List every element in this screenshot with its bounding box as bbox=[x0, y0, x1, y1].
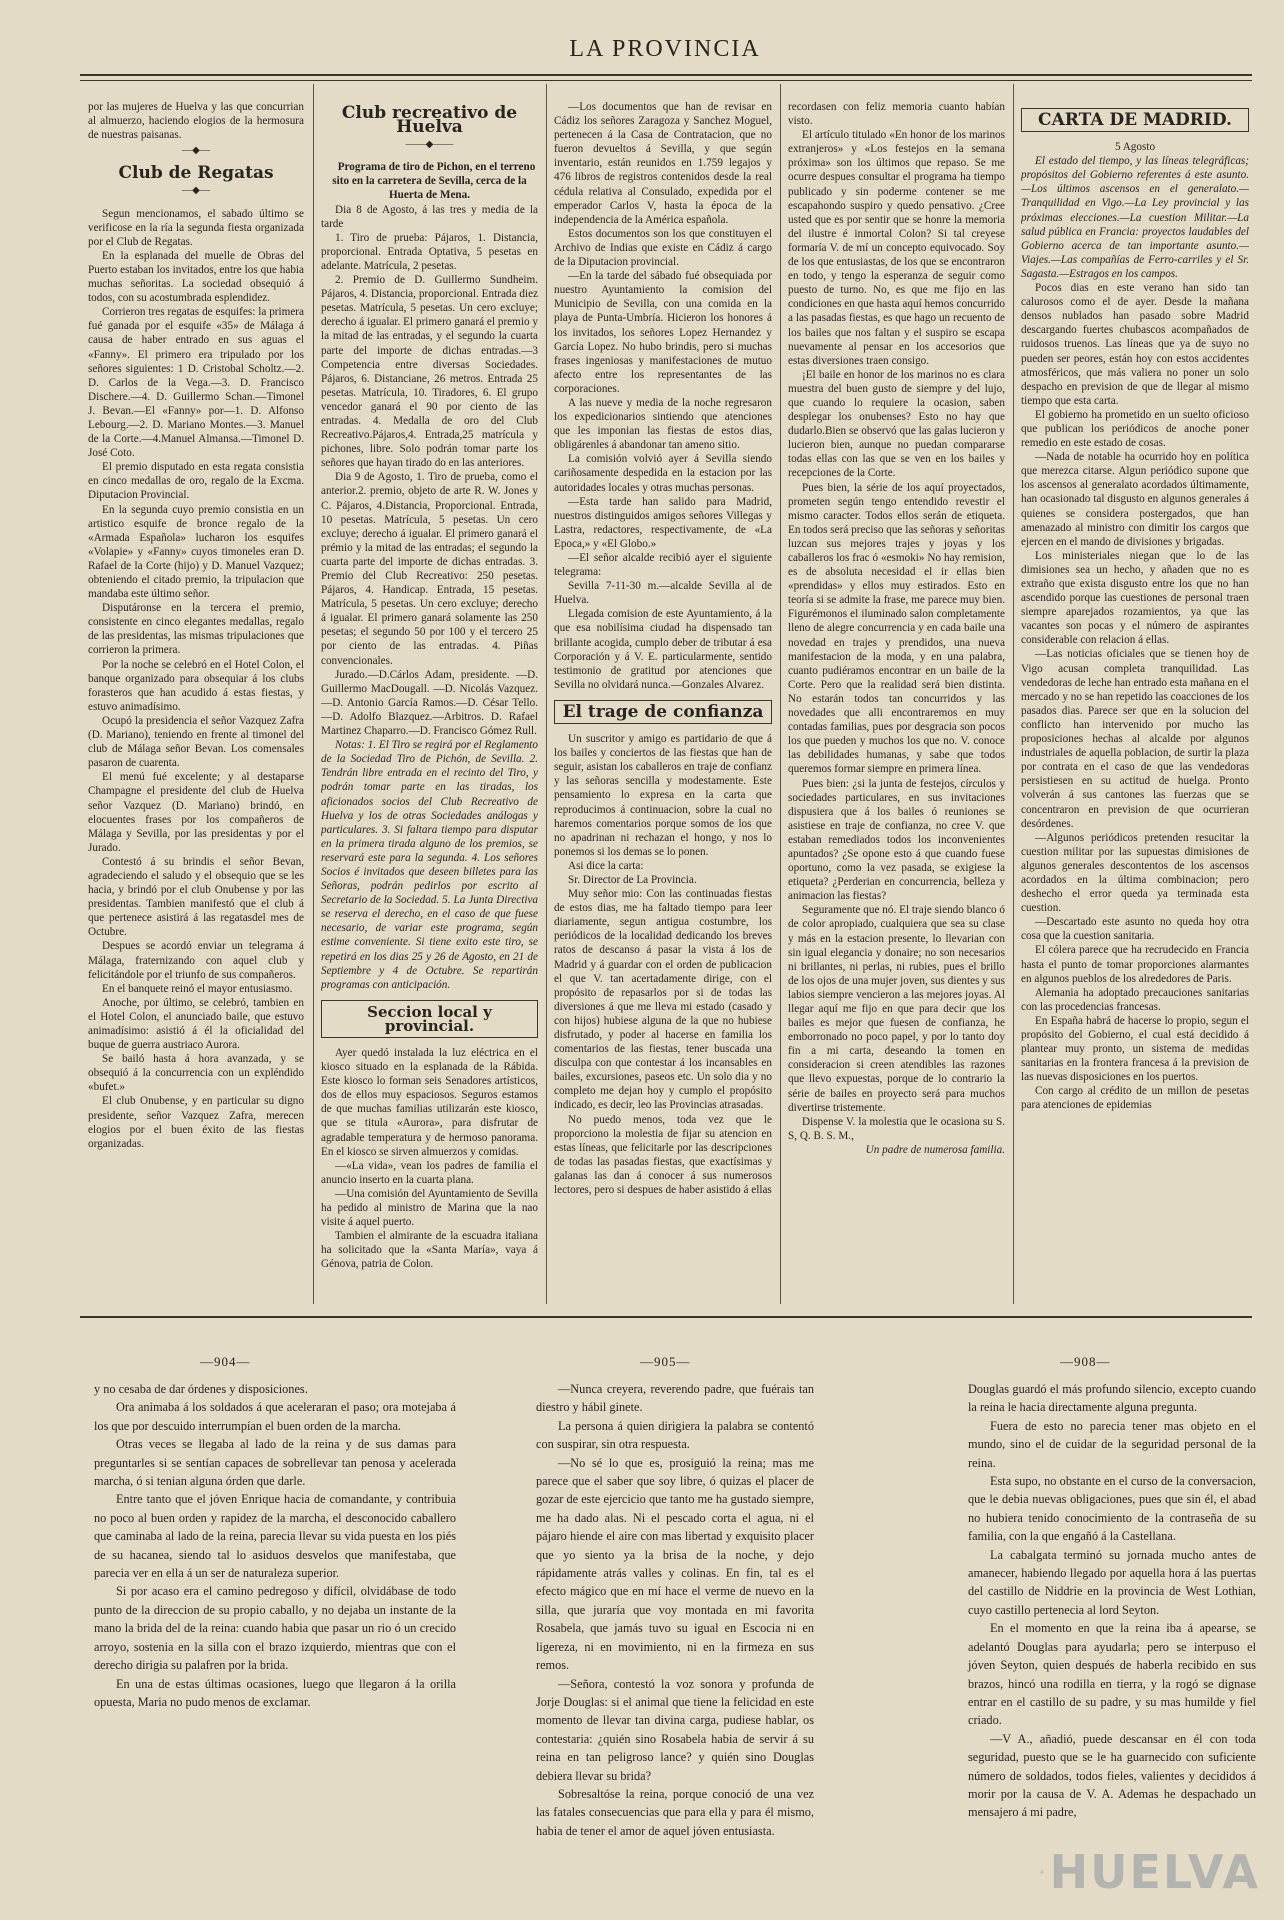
section-heading-local: Seccion local y provincial. bbox=[321, 1000, 538, 1038]
paragraph: —Las noticias oficiales que se tienen hoy de Vigo acusan completa tranquilidad. Las vendedoras de leche han entrado esta mañana en el mercado y no se han repetido las coacciones de los pasados dias. Parece ser que en la solucion del conflicto han intervenido por mucho las proposiciones hechas al alcalde por algunos industriales de aquella poblacion, de surtir la plaza por contrata en el caso de que las vendedoras persistiesen en su actitud de huelga. Pronto volverán á sus cantones las fuerzas que se concentraron en prevision de que ocurrieran desórdenes. bbox=[1021, 648, 1249, 830]
paragraph: —Nada de notable ha ocurrido hoy en política que merezca citarse. Algun periódico supone que los ascensos al generalato acordados últimamente, han ocasionado tal disgusto en algunos generales á quienes se considera postergados, que han amenazado al ministro con dimitir los cargos que ejercen en el mando de divisiones y brigadas. bbox=[1021, 451, 1249, 548]
paragraph: Sobresaltóse la reina, porque conoció de una vez las fatales consecuencias que para ella y para él mismo, habia de tener el amor de aquel jóven entusiasta. bbox=[536, 1786, 814, 1838]
column-divider bbox=[313, 84, 314, 1304]
paragraph: —Descartado este asunto no queda hoy otra cosa que la cuestion sanitaria. bbox=[1021, 916, 1249, 943]
paragraph: El club Onubense, y en particular su digno presidente, señor Vazquez Zafra, merecen elogios por el buen éxito de las fiestas organizadas. bbox=[88, 1095, 304, 1150]
page-number-904: —904— bbox=[200, 1354, 251, 1369]
paragraph: Pocos dias en este verano han sido tan calurosos como el de ayer. Desde la mañana densos nublados han pasado sobre Madrid descargando fuertes chubascos acompañados de ruidosos truenos. Las líneas que ya de suyo no pueden ser peores, están hoy con estos accidentes atmosféricos, que más valiera no poner un solo despacho en prevision de que de llegar al mismo tiempo que esta carta. bbox=[1021, 282, 1249, 407]
program-notes: Notas: 1. El Tiro se regirá por el Reglamento de la Sociedad Tiro de Pichón, de Sevilla. 2. Tendrán libre entrada en el recinto del Tiro, y podrán tomar parte en las tiradas, los aficionados socios del Club Recreativo de Huelva y los de otras Sociedades análogas y particulares. 3. Si faltara tiempo para disputar en la primera tirada alguno de los premios, se reservará este para la segunda. 4. Los señores Socios é invitados que deseen billetes para las Señoras, podrán pedirlos por escrito al Secretario de la Sociedad. 5. La Junta Directiva se reserva el derecho, en el caso de que fuese necesario, de variar este programa, según estime conveniente. Si tiene exito este tiro, se repetirá en los dias 25 y 26 de Agosto, en 21 de Septiembre y 4 de Octubre. Se repartirán programas con anticipación. bbox=[321, 739, 538, 991]
paragraph: En el banquete reinó el mayor entusiasmo. bbox=[102, 982, 293, 995]
column-1 bbox=[88, 100, 304, 1290]
paragraph: ¡El baile en honor de los marinos no es clara muestra del buen gusto de siempre y del lujo, que cuando lo requiere la ocasion, saben desplegar los onubenses? Esto no hay que dudarlo.Bien se observó que las galas lucieron y lucieron bien, aunque no puedan compararse todas ellas con las que se ven en los bailes y recepciones de la Corte. bbox=[788, 368, 1005, 480]
ornament: ——◆—— bbox=[405, 139, 454, 151]
paragraph: Los ministeriales niegan que lo de las dimisiones sea un hecho, y añaden que no es extraño que exista disgusto entre los que no han ascendido porque las cuestiones de personal traen siempre aparejados rozamientos, ya que las vacantes son pocas y el número de aspirantes considerable con relacion á ellas. bbox=[1021, 549, 1249, 647]
paragraph: por las mujeres de Huelva y las que concurrian al almuerzo, haciendo elogios de la hermosura de nuestras paisanas. bbox=[88, 101, 304, 142]
paragraph: A las nueve y media de la noche regresaron los expedicionarios sintiendo que atenciones que les imponian las fiestas de estos dias, obligárenles á abandonar tan ameno sitio. bbox=[554, 396, 772, 452]
paragraph: El cólera parece que ha recrudecido en Francia hasta el punto de tomar proporciones alarmantes en algunos pueblos de los alrededores de Paris. bbox=[1021, 944, 1249, 985]
paragraph: Jurado.—D.Cárlos Adam, presidente. —D. Guillermo MacDougall. —D. Nicolás Vazquez.—D. Antonio García Ramos.—D. César Tello.—D. Adolfo Blazquez.—Arbitros. D. Rafael Martinez Chaparro.—D. Francisco Gómez Rull. bbox=[321, 668, 538, 738]
paragraph: Dia 8 de Agosto, á las tres y media de la tarde bbox=[321, 203, 538, 230]
column-4 bbox=[788, 100, 1005, 1290]
column-2 bbox=[321, 100, 538, 1290]
paragraph: Corrieron tres regatas de esquifes: la primera fué ganada por el esquife «35» de Málaga á causa de haber entrado en sus aguas el «Fanny». El primero era tripulado por los señores siguientes: 1 D. Cristobal Scholtz.—2. D. Carlos de la Vega.—3. D. Francisco Dischere.—4. D. Guillermo Schan.—Timonel J. Bevan.—El «Fanny» por—1. D. Alfonso Lebourg.—2. D. Mariano Montes.—3. Manuel de la Corte.—4.Manuel Almansa.—Timonel D. José Coto. bbox=[88, 306, 304, 460]
ornament: —◆— bbox=[182, 145, 210, 157]
paragraph: —Una comisión del Ayuntamiento de Sevilla ha pedido al ministro de Marina que la nao visite á aquel puerto. bbox=[321, 1187, 538, 1229]
letter-signature: Un padre de numerosa familia. bbox=[865, 1143, 1005, 1156]
paragraph: Estos documentos son los que constituyen el Archivo de Indias que existe en Cádiz á cargo de la Diputacion provincial. bbox=[554, 227, 772, 269]
masthead-rule bbox=[80, 74, 1252, 76]
paragraph: Esta supo, no obstante en el curso de la conversacion, que le debia nuevas obligaciones, pues que sin él, el abad no hubiera tenido conocimiento de la contraseña de su familia, con la que engañó á la Castellana. bbox=[968, 1474, 1256, 1544]
paragraph: Asi dice la carta: bbox=[568, 859, 644, 872]
letter-summary: El estado del tiempo, y las líneas telegráficas; propósitos del Gobierno referentes á este asunto.—Los últimos ascensos en el generalato.—Tranquilidad en Vigo.—La Ley provincial y las próximas elecciones.—La cuestion Militar.—La salud pública en Francia: proyectos laudables del Gobierno acerca de tan importante asunto.—Viajes.—Las compañías de Ferro-carriles y el Sr. Sagasta.—Estragos en los campos. bbox=[1021, 155, 1249, 280]
paragraph: Fuera de esto no parecia tener mas objeto en el mundo, sino el de cuidar de la seguridad personal de la reina. bbox=[968, 1418, 1256, 1470]
paragraph: Contestó á su brindis el señor Bevan, agradeciendo el saludo y el obsequio que se les hacia, y brindó por el club Onubense y por las presidentas. Tambien manifestó que el club á que pertenece asistirá á las regatasdel mes de Octubre. bbox=[88, 855, 304, 939]
paragraph: La cabalgata terminó su jornada mucho antes de amanecer, habiendo llegado por aquella hora á las puertas del castillo de Niddrie en la provincia de West Lothian, cuyo castillo pertenecia al lord Seyton. bbox=[968, 1547, 1256, 1617]
paragraph: Anoche, por último, se celebró, tambien en el Hotel Colon, el anunciado baile, que estuvo animadísimo: asistió á él la oficialidad del buque de guerra austriaco Aurora. bbox=[88, 996, 304, 1052]
paragraph: En una de estas últimas ocasiones, luego que llegaron á la orilla opuesta, Maria no pudo menos de exclamar. bbox=[94, 1676, 456, 1709]
paragraph: Un suscritor y amigo es partidario de que á los bailes y conciertos de las fiestas que han de seguir, asistan los caballeros en traje de confianz y las señoras sencilla y modestamente. Este pensamiento lo expresa en la carta que reproducimos á continuacion, sobre la cual no haremos comentarios porque somos de los que no apadrinan ni rechazan el hongo, y nos lo ponemos si los demas se lo ponen. bbox=[554, 733, 772, 858]
paragraph: Dispense V. la molestia que le ocasiona su S. S, Q. B. S. M., bbox=[788, 1115, 1005, 1142]
paragraph: 2. Premio de D. Guillermo Sundheim. Pájaros, 4. Distancia, proporcional. Entrada diez pesetas. Matrícula, 5 pesetas. Un cero excluye; derecho á igualar. El primero ganará el premio y la mitad de las entradas, y el segundo la cuarta parte del importe de dichas entradas.—3 Competencia entre diversas Sociedades. Pájaros, 6. Distanciane, 26 metros. Entrada 25 pesetas. Matrícula, 10. Tiradores, 6. El grupo vencedor ganará el 90 por ciento de las entradas. 4. Medalla de oro del Club Recreativo.Pájaros,4. Entrada,25 matrícula y pichones, libre. Solo podrán tomar parte los señores que hayan tirado do en las anteriores. bbox=[321, 274, 538, 470]
page-number-905: —905— bbox=[640, 1354, 691, 1369]
paragraph: Ocupó la presidencia el señor Vazquez Zafra (D. Mariano), teniendo en frente al timonel del club de Málaga señor Bevan. Los comensales pasaron de cuarenta. bbox=[88, 714, 304, 770]
paragraph: recordasen con feliz memoria cuanto habían visto. bbox=[788, 101, 1005, 128]
paragraph: En la esplanada del muelle de Obras del Puerto estaban los invitados, entre los que habia muchas señoritas. La sociedad obsequió á todos, con su acostumbrada esplendidez. bbox=[88, 249, 304, 305]
paragraph: 1. Tiro de prueba: Pájaros, 1. Distancia, proporcional. Entrada Optativa, 5 pesetas en adelante. Matrícula, 2 pesetas. bbox=[321, 231, 538, 272]
watermark-text: HUELVA bbox=[1049, 1845, 1260, 1899]
paragraph: Tambien el almirante de la escuadra italiana ha solicitado que la «Santa María», vaya á Génova, patria de Colon. bbox=[321, 1230, 538, 1271]
program-subtitle: Programa de tiro de Pichon, en el terreno sito en la carretera de Sevilla, cerca de la Huerta de Mena. bbox=[332, 161, 536, 202]
paragraph: Ayer quedó instalada la luz eléctrica en el kiosco situado en la esplanada de la Rábida. Este kiosco lo forman seis Senadores artísticos, dos de ellos muy espaciosos. Seguros estamos de que muchas familias utilizarán este kiosco, que se titula «Aurora», para disfrutar de agradable temperatura y de hermoso panorama. En el kiosco se sirven almuerzos y comidas. bbox=[321, 1047, 538, 1158]
serial-column-2 bbox=[536, 1380, 814, 1840]
paragraph: Segun mencionamos, el sabado último se verificose en la ría la segunda fiesta organizada por el Club de Regatas. bbox=[88, 207, 304, 248]
paragraph: —En la tarde del sábado fué obsequiada por nuestro Ayuntamiento la comision del Municipio de Sevilla, con una comida en la playa de Punta-Umbría. Hicieron los honores á los invitados, los señores Lopez Hernandez y García Lopez. No hubo brindis, pero si muchas frases ingeniosas y manifestaciones de mutuo afecto entre los representantes de las corporaciones. bbox=[554, 270, 772, 395]
paragraph: El gobierno ha prometido en un suelto oficioso que publican los periódicos de anoche poner remedio en este estado de cosas. bbox=[1021, 408, 1249, 450]
paragraph: Pues bien, la série de los aquí proyectados, prometen según tengo entendido revestir el mismo caracter. Todos ellos serán de etiqueta. En todos será preciso que las señoras y señoritas luzcan sus mejores trajes y joyas y los caballeros los frac ó «esmoki» No hay remision, es de absoluta necesidad el ir ellas bien «prendidas» y ellos muy estirados. Esto en teoría si se admite la frase, me parece muy bien. Figurémonos el iluminado salon completamente lleno de alegre concurrencia y en cada baile una novedad en trajes y prendidos, una nueva manifestacion de la moda, y en una palabra, cuanto pudiéramos encontrar en un baile de la Corte. Pero que la realidad será bien distinta. No estarán todos tan concurridos y las novedades que alli encontraremos en muy contadas familias, pues por desgracia son pocos los que pueden y muchos los que no. V. conoce las debilidades humanas, y sabe que todos queremos formar siempre en primera línea. bbox=[788, 481, 1005, 776]
paragraph: Con cargo al crédito de un millon de pesetas para atenciones de epidemias bbox=[1021, 1085, 1249, 1112]
column-3 bbox=[554, 100, 772, 1290]
paragraph: En España habrá de hacerse lo propio, segun el propósito del Gobierno, el cual está decidido á plantear muy pronto, un sistema de medidas sanitarias en la frontera francesa á la prevision de las nuevas disposiciones en los puertos. bbox=[1021, 1014, 1249, 1084]
column-divider bbox=[1013, 84, 1014, 1304]
archive-watermark bbox=[1040, 1842, 1260, 1902]
bottom-section-rule bbox=[80, 1316, 1252, 1318]
paragraph: Alemania ha adoptado precauciones sanitarias con las procedencias francesas. bbox=[1021, 986, 1249, 1013]
paragraph: El artículo titulado «En honor de los marinos extranjeros» y «Los festejos en la semana próxima» son los últimos que repaso. Se me ocurre despues consultar el programa ha tiempo publicado y sin poderme contener se me escapahondo suspiro y quedo pensativo. ¿Cree usted que es por sentir que se honre la memoria del ilustre é inmortal Colon? Si tal creyese formaría V. de mí un concepto equivocado. Soy de los que entusiastas, de los que se encontraron en todo, y tengo la esperanza de seguir como puesto de turno. No, es que me fijo en las condiciones en que hasta aquí hemos concurrido a las pasadas fiestas, es que hago un recuento de los bailes que nos faltan y el suspiro se escapa nuevamente al pensar en los accesorios que estas diversiones traen consigo. bbox=[788, 129, 1005, 367]
paragraph: Pues bien: ¿si la junta de festejos, círculos y sociedades particulares, en sus invitaciones dispusiera que á los bailes ó reuniones se asistiese en traje de confianza, no cree V. que estaban remediados todos los inconvenientes apuntados? ¿Se opone esto á que cuando fuese oportuno, como la vez pasada, se exigiese la etiqueta? ¿Perderian en concurrencia, belleza y animacion las fiestas? bbox=[788, 777, 1005, 903]
paragraph: —Algunos periódicos pretenden resucitar la cuestion militar por las supuestas dimisiones de algunos generales descontentos de los ascensos acordados en la última combinacion; pero deshecho el error queda ya terminada esta cuestion. bbox=[1021, 831, 1249, 915]
paragraph: —El señor alcalde recibió ayer el siguiente telegrama: bbox=[554, 552, 772, 579]
paragraph: —Esta tarde han salido para Madrid, nuestros distinguidos amigos señores Villegas y Lastra, redactores, respectivamente, de «La Epoca,» y «El Globo.» bbox=[554, 495, 772, 550]
column-divider bbox=[546, 84, 547, 1304]
paragraph: Ora animaba á los soldados á que aceleraran el paso; ora motejaba á los que por descuido interrumpían el buen orden de la marcha. bbox=[94, 1400, 456, 1433]
paragraph: Se bailó hasta á hora avanzada, y se obsequió á la concurrencia con un expléndido «bufet.» bbox=[88, 1053, 304, 1094]
paragraph: La persona á quien dirigiera la palabra se contentó con suspirar, sin otra respuesta. bbox=[536, 1418, 814, 1452]
section-heading-club-recreativo: Club recreativo de Huelva bbox=[341, 103, 518, 138]
paragraph: —«La vida», vean los padres de familia el anuncio inserto en la cuarta plana. bbox=[321, 1159, 538, 1186]
serial-column-3 bbox=[968, 1380, 1256, 1822]
paragraph: y no cesaba de dar órdenes y disposiciones. bbox=[94, 1382, 308, 1396]
paragraph: Entre tanto que el jóven Enrique hacia de comandante, y contribuia no poco al buen orden y rapidez de la marcha, el desconocido caballero que caminaba al lado de la reina, parecia llevar su vida puesta en los piés de su hacanea, siendo tal lo asiduos desvelos que manifestaba, que parecia ver en ella á un ser de naturaleza superior. bbox=[94, 1492, 456, 1581]
paragraph: Por la noche se celebró en el Hotel Colon, el banque organizado para obsequiar á los clubs forasteros que han acudido á estas fiestas, y estuvo animadísimo. bbox=[88, 658, 304, 713]
paragraph: —Los documentos que han de revisar en Cádiz los señores Zaragoza y Sanchez Moguel, pertenecen á la Casa de Contratacion, que no fueron devueltos á Sevilla, y que según inventario, están reunidos en 1.759 legajos y 476 libros de registros contenidos desde la real cédula relativa al Consulado, expedida por el emperador Carlos V, hasta la época de la independencia de la América española. bbox=[554, 101, 772, 226]
paragraph: —Señora, contestó la voz sonora y profunda de Jorje Douglas: si el animal que tiene la felicidad en este momento de llevar tan divina carga, pudiese hablar, os contestaria: ¿quién sino Rosabela habia de servir á su reina en tan peligroso lance? y quién sino Douglas debiera llevar su brida? bbox=[536, 1676, 814, 1783]
paragraph: El premio disputado en esta regata consistia en cinco medallas de oro, regalo de la Excma. Diputacion Provincial. bbox=[88, 461, 304, 502]
masthead-rule-thin bbox=[80, 80, 1252, 81]
paragraph: Seguramente que nó. El traje siendo blanco ó de color apropiado, cualquiera que sea su clase y más en la estacion presente, lo llevarian con sin igual elegancia y donaire; no son necesarios ni brillantes, ni perlas, ni rubies, pues el brillo de los ojos de una mujer joven, sus dientes y sus labios siempre vencieron a las mejores joyas. Al llegar aquí me fijo en que para decir que los bailes es mejor que fuesen de confianza, he emborronado no poco papel, y por lo tanto doy fin a mi carta, deseando la tomen en consideracion si creen atendibles las razones que llevo expuestas, porque de lo contrario la série de bailes en proyecto será para muchos divertirse tristemente. bbox=[788, 904, 1005, 1114]
crown-shield-icon bbox=[1040, 1845, 1044, 1899]
paragraph: Dia 9 de Agosto, 1. Tiro de prueba, como el anterior.2. premio, objeto de arte R. W. Jones y C. Pájaros, 4.Distancia, Proporcional. Entrada, 10 pesetas. Matrícula, 5 pesetas. Un cero excluye; derecho á igualar. El primero ganará el prémio y la mitad de las entradas; el segundo la cuarta parte del importe de dichas entradas. 3. Premio del Club Recreativo: 250 pesetas. Pájaros, 4. Handicap. Entrada, 15 pesetas. Matrícula, 5 pesetas. Un cero excluye; derecho á igualar. El primero ganará solamente las 250 pesetas; el segundo 50 por 100 y el tercero 25 por ciento de las entradas. 4. Piñas convencionales. bbox=[321, 471, 538, 667]
paragraph: Douglas guardó el más profundo silencio, excepto cuando la reina le hacia directamente alguna pregunta. bbox=[968, 1382, 1256, 1415]
paragraph: Despues se acordó enviar un telegrama á Málaga, fraternizando con aquel club y felicitándole por el triunfo de sus compañeros. bbox=[88, 940, 304, 981]
page-number-908: —908— bbox=[1060, 1354, 1111, 1369]
column-5 bbox=[1021, 100, 1249, 1290]
paragraph: Sevilla 7-11-30 m.—alcalde Sevilla al de Huelva. bbox=[554, 580, 772, 607]
paragraph: Muy señor mio: Con las continuadas fiestas de estos dias, me ha faltado tiempo para leer diariamente, segun antigua costumbre, los periódicos de la localidad dedicando los breves ratos de descanso á pasar la vista á los de Madrid y á guardar con el orden de publicacion el que V. tan acertadamente dirige, con el propósito de repasarlos por si de todas las diversiones á que me lleva mi estado (casado y con hijos) hubiese alguna de la que no hubiese disfrutado, y poder al hacerse en familia los comentarios de las fiestas, tener buscada una disculpa con que contestar á los incansables en bailes, excursiones, paseos etc. Un solo dia y no completo me dejan hoy y cumplo el propósito indicado, es decir, leo las Provincias atrasadas. bbox=[554, 888, 772, 1112]
paragraph: Sr. Director de La Provincia. bbox=[568, 873, 697, 886]
paragraph: En el momento en que la reina iba á apearse, se adelantó Douglas para ayudarla; pero se interpuso el jóven Seyton, quien después de haberla recibido en sus brazos, hincó una rodilla en tierra, y la rogó se dignase entrar en el castillo de su padre, y su mas humilde y fiel criado. bbox=[968, 1621, 1256, 1728]
paragraph: —No sé lo que es, prosiguió la reina; mas me parece que el saber que soy libre, ó quizas el placer de gozar de este ejercicio que tanto me ha gustado siempre, me ha dado alas. Ni el pescado corta el agua, ni el pájaro hiende el aire con mas libertad y exquisito placer que yo siento ya la brisa de la noche, y dejo rápidamente atrás valles y colinas. En fin, tal es el efecto mágico que en mí hace el verme de nuevo en la silla, que juraría que voy montada en mi favorita Rosabela, que jamás tuvo su igual en Escocia ni en ligereza, ni en movimiento, ni en la firmeza en sus remos. bbox=[536, 1455, 814, 1673]
letter-date: 5 Agosto bbox=[1114, 141, 1156, 154]
paragraph: En la segunda cuyo premio consistia en un artistico esquife de bronce regalo de la «Armada Española» lucharon los esquifes «Volapie» y «Fanny» cuyos timoneles eran D. Rafael de la Corte (hijo) y D. Manuel Vazquez; obteniendo el citado premio, la tripulacion que mandaba este último señor. bbox=[88, 503, 304, 601]
paragraph: Otras veces se llegaba al lado de la reina y de sus damas para preguntarles si se sentían capaces de sobrellevar tan penosa y acelerada marcha, ó si tenian alguna órden que darle. bbox=[94, 1437, 456, 1489]
paragraph: La comisión volvió ayer á Sevilla siendo cariñosamente despedida en la estacion por las autoridades locales y otras muchas personas. bbox=[554, 453, 772, 494]
paragraph: No puedo menos, toda vez que le proporciono la molestia de fijar su atencion en estas líneas, que felicitarle por las descripciones de todas las pasadas fiestas, que exactísimas y galanas las dan á conocer á sus numerosos lectores, pero si despues de haber asistido á ellas bbox=[554, 1113, 772, 1197]
ornament: —◆— bbox=[182, 185, 210, 197]
section-heading-trage: El trage de confianza bbox=[554, 700, 772, 724]
section-heading-carta-madrid: CARTA DE MADRID. bbox=[1021, 108, 1249, 132]
paragraph: Llegada comision de este Ayuntamiento, á la que esa nobilísima ciudad ha dispensado tan brillante acogida, cumplo deber de tributar á esa Corporación y á V. E. particularmente, sentido testimonio de gratitud por atenciones que Sevilla no olvidará nunca.—Gonzales Alvarez. bbox=[554, 608, 772, 691]
section-heading-club-regatas: Club de Regatas bbox=[118, 163, 274, 184]
masthead-title: LA PROVINCIA bbox=[569, 36, 761, 62]
paragraph: —Nunca creyera, reverendo padre, que fuérais tan diestro y hábil ginete. bbox=[536, 1382, 814, 1415]
paragraph: —V A., añadió, puede descansar en él con toda seguridad, puesto que se le ha guarnecido con suficiente número de soldados, todos fieles, valientes y decididos á morir por la causa de V. A. Ademas he despachado un mensajero á mi padre, bbox=[968, 1731, 1256, 1820]
paragraph: Si por acaso era el camino pedregoso y difícil, olvidábase de todo punto de la direccion de su propio caballo, y no dejaba un instante de la mano la brida del de la reina: cuando habia que pasar un rio ó un crecido arroyo, sostenia en la silla con el brazo izquierdo, mientras que con el derecho dirigia su palafren por la brida. bbox=[94, 1584, 456, 1673]
paragraph: El menú fué excelente; y al destaparse Champagne el presidente del club de Huelva señor Vazquez (D. Mariano) brindó, en elocuentes frases por los compañeros de Málaga y Sevilla, por las presidentas y por el Jurado. bbox=[88, 771, 304, 854]
column-divider bbox=[780, 84, 781, 1304]
serial-column-1 bbox=[94, 1380, 456, 1711]
paragraph: Disputáronse en la tercera el premio, consistente en cinco elegantes medallas, regalo de las presidentas, las mismas tripulaciones que corrieron la primera. bbox=[88, 602, 304, 657]
